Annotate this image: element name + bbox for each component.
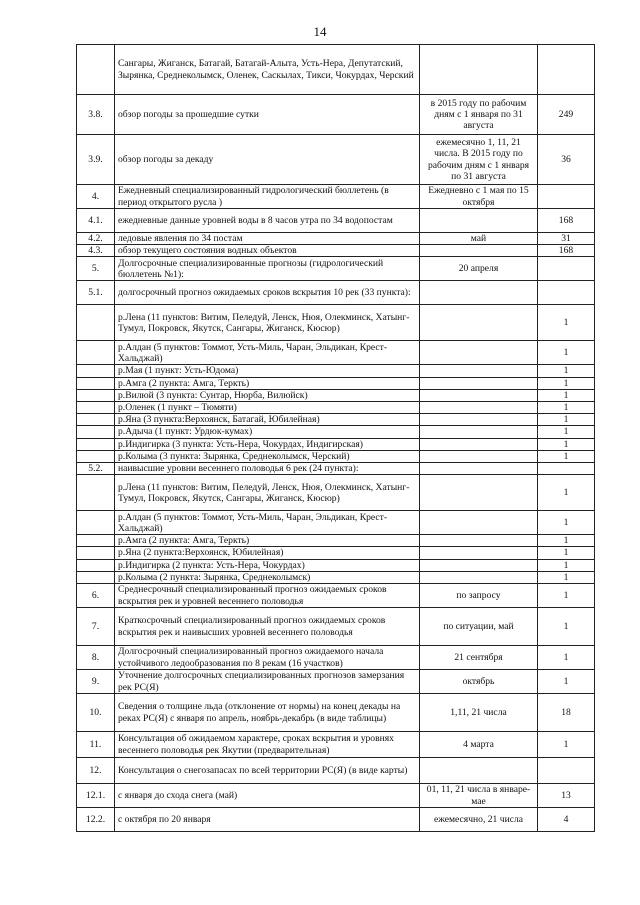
row-number-cell xyxy=(77,438,115,450)
row-number-cell xyxy=(77,511,115,535)
table-row xyxy=(77,559,595,571)
row-number-cell xyxy=(77,535,115,547)
row-number-cell: 4.1. xyxy=(77,209,115,233)
count-cell: 1 xyxy=(538,535,595,547)
table-row xyxy=(77,389,595,401)
row-number-cell: 4.2. xyxy=(77,233,115,245)
description-cell: обзор погоды за декаду xyxy=(115,135,420,185)
table-row xyxy=(77,281,595,305)
count-cell: 1 xyxy=(538,377,595,389)
period-cell xyxy=(420,281,538,305)
period-cell xyxy=(420,758,538,784)
count-cell: 1 xyxy=(538,341,595,365)
count-cell: 1 xyxy=(538,571,595,583)
count-cell: 13 xyxy=(538,784,595,808)
count-cell xyxy=(538,758,595,784)
period-cell: в 2015 году по рабочим дням с 1 января по 31 августа xyxy=(420,95,538,135)
schedule-table-body xyxy=(77,45,595,832)
count-cell: 36 xyxy=(538,135,595,185)
period-cell: 1,11, 21 числа xyxy=(420,694,538,732)
row-number-cell: 4. xyxy=(77,185,115,209)
period-cell: 01, 11, 21 числа в январе-мае xyxy=(420,784,538,808)
description-cell: р.Яна (2 пункта:Верхоянск, Юбилейная) xyxy=(115,547,420,559)
description-cell: р.Индигирка (3 пункта: Усть-Нера, Чокурдах, Индигирская) xyxy=(115,438,420,450)
description-cell: р.Мая (1 пункт: Усть-Юдома) xyxy=(115,365,420,377)
row-number-cell: 6. xyxy=(77,584,115,608)
count-cell: 1 xyxy=(538,732,595,758)
table-row xyxy=(77,135,595,185)
table-row xyxy=(77,450,595,462)
row-number-cell: 11. xyxy=(77,732,115,758)
page-number: 14 xyxy=(313,24,327,39)
table-row xyxy=(77,732,595,758)
count-cell: 1 xyxy=(538,305,595,341)
description-cell: Сведения о толщине льда (отклонение от нормы) на конец декады на реках РС(Я) с января по апрель, ноябрь-декабрь (в виде таблицы) xyxy=(115,694,420,732)
description-cell: р.Алдан (5 пунктов: Томмот, Усть-Миль, Чаран, Эльдикан, Крест-Хальджай) xyxy=(115,341,420,365)
description-cell: Среднесрочный специализированный прогноз ожидаемых сроков вскрытия рек и уровней весеннего половодья xyxy=(115,584,420,608)
table-row xyxy=(77,584,595,608)
period-cell: 21 сентября xyxy=(420,646,538,670)
period-cell xyxy=(420,571,538,583)
period-cell xyxy=(420,426,538,438)
row-number-cell xyxy=(77,377,115,389)
description-cell: ледовые явления по 34 постам xyxy=(115,233,420,245)
row-number-cell: 12. xyxy=(77,758,115,784)
description-cell: ежедневные данные уровней воды в 8 часов утра по 34 водопостам xyxy=(115,209,420,233)
row-number-cell: 5.1. xyxy=(77,281,115,305)
row-number-cell xyxy=(77,389,115,401)
description-cell: Краткосрочный специализированный прогноз ожидаемых сроков вскрытия рек и наивысших уровней весеннего половодья xyxy=(115,608,420,646)
description-cell: р.Колыма (3 пункта: Зырянка, Среднеколымск, Черский) xyxy=(115,450,420,462)
period-cell xyxy=(420,559,538,571)
row-number-cell: 9. xyxy=(77,670,115,694)
description-cell: р.Вилюй (3 пункта: Сунтар, Нюрба, Вилюйск) xyxy=(115,389,420,401)
table-row xyxy=(77,305,595,341)
count-cell: 1 xyxy=(538,670,595,694)
count-cell xyxy=(538,281,595,305)
table-row xyxy=(77,414,595,426)
period-cell: октябрь xyxy=(420,670,538,694)
description-cell: Долгосрочный специализированный прогноз ожидаемого начала устойчивого ледообразования по 8 рекам (16 участков) xyxy=(115,646,420,670)
description-cell: р.Адыча (1 пункт: Урдюк-кумах) xyxy=(115,426,420,438)
row-number-cell xyxy=(77,426,115,438)
period-cell xyxy=(420,535,538,547)
period-cell xyxy=(420,341,538,365)
count-cell: 1 xyxy=(538,584,595,608)
table-row xyxy=(77,571,595,583)
table-row xyxy=(77,365,595,377)
row-number-cell: 3.9. xyxy=(77,135,115,185)
period-cell xyxy=(420,547,538,559)
count-cell: 1 xyxy=(538,559,595,571)
period-cell xyxy=(420,245,538,257)
description-cell: наивысшие уровни весеннего половодья 6 рек (24 пункта): xyxy=(115,463,420,475)
row-number-cell: 5.2. xyxy=(77,463,115,475)
period-cell xyxy=(420,305,538,341)
period-cell: Ежедневно с 1 мая по 15 октября xyxy=(420,185,538,209)
count-cell: 1 xyxy=(538,547,595,559)
description-cell: обзор текущего состояния водных объектов xyxy=(115,245,420,257)
count-cell: 1 xyxy=(538,450,595,462)
row-number-cell: 7. xyxy=(77,608,115,646)
period-cell xyxy=(420,438,538,450)
table-row xyxy=(77,341,595,365)
period-cell xyxy=(420,377,538,389)
description-cell: Консультация об ожидаемом характере, сроках вскрытия и уровнях весеннего половодья рек Якутии (предварительная) xyxy=(115,732,420,758)
count-cell: 1 xyxy=(538,646,595,670)
description-cell: р.Индигирка (2 пункта: Усть-Нера, Чокурдах) xyxy=(115,559,420,571)
table-row xyxy=(77,808,595,832)
count-cell: 1 xyxy=(538,438,595,450)
row-number-cell: 4.3. xyxy=(77,245,115,257)
description-cell: р.Алдан (5 пунктов: Томмот, Усть-Миль, Чаран, Эльдикан, Крест-Хальджай) xyxy=(115,511,420,535)
count-cell xyxy=(538,45,595,95)
table-row xyxy=(77,426,595,438)
description-cell: Долгосрочные специализированные прогнозы (гидрологический бюллетень №1): xyxy=(115,257,420,281)
table-row xyxy=(77,209,595,233)
table-row xyxy=(77,185,595,209)
row-number-cell xyxy=(77,305,115,341)
period-cell xyxy=(420,389,538,401)
period-cell xyxy=(420,402,538,414)
table-row xyxy=(77,95,595,135)
period-cell xyxy=(420,414,538,426)
period-cell xyxy=(420,511,538,535)
count-cell: 168 xyxy=(538,209,595,233)
description-cell: Консультация о снегозапасах по всей территории РС(Я) (в виде карты) xyxy=(115,758,420,784)
count-cell: 1 xyxy=(538,475,595,511)
description-cell: р.Лена (11 пунктов: Витим, Пеледуй, Ленск, Нюя, Олекминск, Хатынг-Тумул, Покровск, Якутск, Сангары, Жиганск, Кюсюр) xyxy=(115,305,420,341)
schedule-table xyxy=(76,44,595,832)
period-cell: май xyxy=(420,233,538,245)
count-cell: 168 xyxy=(538,245,595,257)
description-cell: Ежедневный специализированный гидрологический бюллетень (в период открытого русла ) xyxy=(115,185,420,209)
count-cell: 249 xyxy=(538,95,595,135)
row-number-cell xyxy=(77,45,115,95)
count-cell xyxy=(538,463,595,475)
table-row xyxy=(77,535,595,547)
count-cell: 1 xyxy=(538,511,595,535)
row-number-cell xyxy=(77,571,115,583)
row-number-cell xyxy=(77,559,115,571)
table-row xyxy=(77,758,595,784)
table-row xyxy=(77,608,595,646)
description-cell: Сангары, Жиганск, Батагай, Батагай-Алыта, Усть-Нера, Депутатский, Зырянка, Среднеколымск, Оленек, Саскылах, Тикси, Чокурдах, Черский xyxy=(115,45,420,95)
table-row xyxy=(77,245,595,257)
count-cell xyxy=(538,185,595,209)
period-cell: ежемесячно, 21 числа xyxy=(420,808,538,832)
period-cell xyxy=(420,209,538,233)
count-cell: 1 xyxy=(538,365,595,377)
description-cell: долгосрочный прогноз ожидаемых сроков вскрытия 10 рек (33 пункта): xyxy=(115,281,420,305)
table-row xyxy=(77,670,595,694)
description-cell: р.Лена (11 пунктов: Витим, Пеледуй, Ленск, Нюя, Олекминск, Хатынг-Тумул, Покровск, Якутск, Сангары, Жиганск, Кюсюр) xyxy=(115,475,420,511)
period-cell: 20 апреля xyxy=(420,257,538,281)
row-number-cell xyxy=(77,341,115,365)
period-cell: 4 марта xyxy=(420,732,538,758)
table-row xyxy=(77,402,595,414)
table-row xyxy=(77,463,595,475)
count-cell xyxy=(538,257,595,281)
count-cell: 18 xyxy=(538,694,595,732)
row-number-cell: 5. xyxy=(77,257,115,281)
row-number-cell xyxy=(77,414,115,426)
description-cell: р.Амга (2 пункта: Амга, Теркть) xyxy=(115,535,420,547)
description-cell: с января до схода снега (май) xyxy=(115,784,420,808)
description-cell: Уточнение долгосрочных специализированных прогнозов замерзания рек РС(Я) xyxy=(115,670,420,694)
table-row xyxy=(77,475,595,511)
description-cell: р.Яна (3 пункта:Верхоянск, Батагай, Юбилейная) xyxy=(115,414,420,426)
count-cell: 1 xyxy=(538,426,595,438)
table-row xyxy=(77,694,595,732)
count-cell: 1 xyxy=(538,389,595,401)
count-cell: 31 xyxy=(538,233,595,245)
table-row xyxy=(77,45,595,95)
table-row xyxy=(77,377,595,389)
table-row xyxy=(77,646,595,670)
period-cell xyxy=(420,475,538,511)
period-cell: по запросу xyxy=(420,584,538,608)
table-row xyxy=(77,233,595,245)
period-cell xyxy=(420,463,538,475)
row-number-cell xyxy=(77,450,115,462)
period-cell: по ситуации, май xyxy=(420,608,538,646)
description-cell: р.Колыма (2 пункта: Зырянка, Среднеколымск) xyxy=(115,571,420,583)
description-cell: с октября по 20 января xyxy=(115,808,420,832)
row-number-cell: 10. xyxy=(77,694,115,732)
row-number-cell xyxy=(77,547,115,559)
period-cell xyxy=(420,450,538,462)
row-number-cell xyxy=(77,402,115,414)
row-number-cell: 3.8. xyxy=(77,95,115,135)
row-number-cell: 12.2. xyxy=(77,808,115,832)
period-cell: ежемесячно 1, 11, 21 числа. В 2015 году по рабочим дням с 1 января по 31 августа xyxy=(420,135,538,185)
table-row xyxy=(77,784,595,808)
count-cell: 1 xyxy=(538,402,595,414)
description-cell: р.Оленек (1 пункт – Тюмяти) xyxy=(115,402,420,414)
row-number-cell xyxy=(77,475,115,511)
count-cell: 4 xyxy=(538,808,595,832)
row-number-cell xyxy=(77,365,115,377)
table-row xyxy=(77,547,595,559)
description-cell: обзор погоды за прошедшие сутки xyxy=(115,95,420,135)
table-row xyxy=(77,511,595,535)
count-cell: 1 xyxy=(538,414,595,426)
table-row xyxy=(77,257,595,281)
row-number-cell: 8. xyxy=(77,646,115,670)
row-number-cell: 12.1. xyxy=(77,784,115,808)
period-cell xyxy=(420,45,538,95)
period-cell xyxy=(420,365,538,377)
table-row xyxy=(77,438,595,450)
description-cell: р.Амга (2 пункта: Амга, Теркть) xyxy=(115,377,420,389)
count-cell: 1 xyxy=(538,608,595,646)
